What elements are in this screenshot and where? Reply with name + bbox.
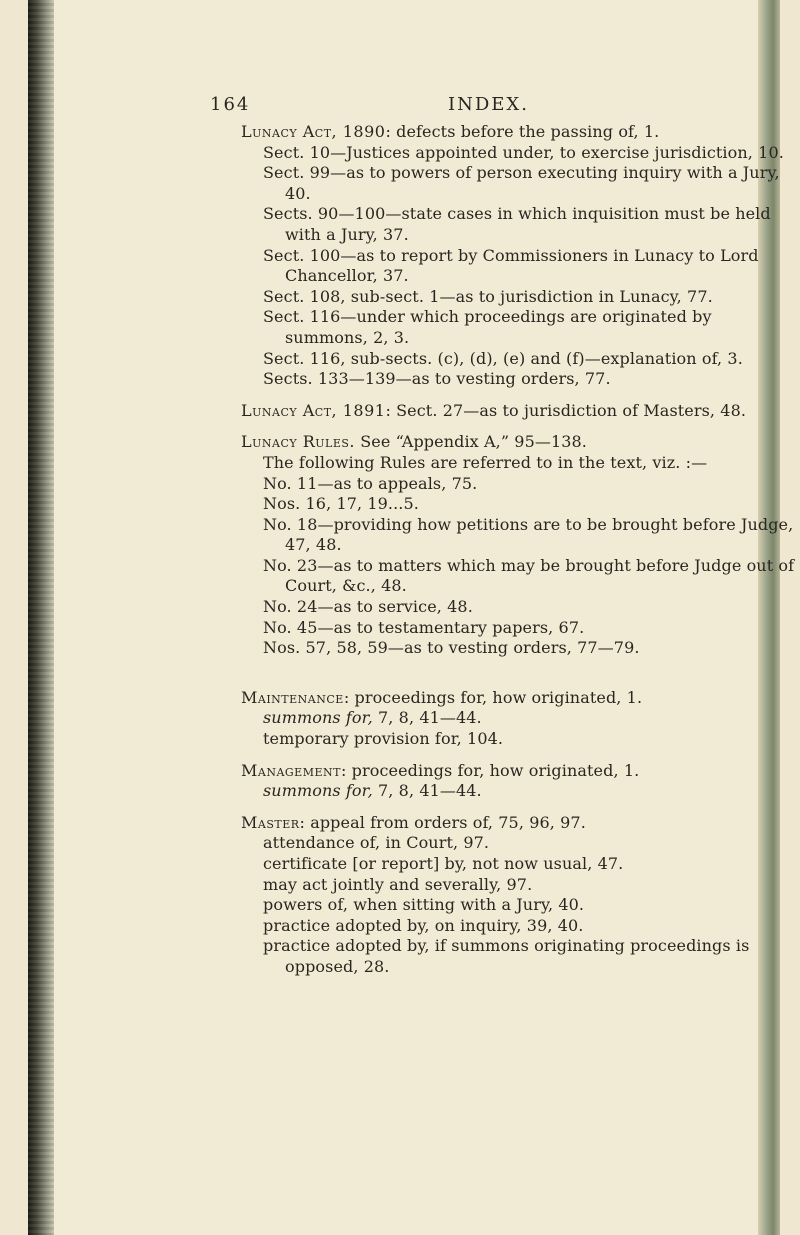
sub-entry: Nos. 16, 17, 19...5. <box>263 494 419 514</box>
entry-heading-line <box>241 688 796 709</box>
sub-entry: may act jointly and severally, 97. <box>263 874 533 894</box>
running-head: INDEX. <box>448 94 529 115</box>
entry-heading: Lunacy Act, 1890 <box>241 122 386 141</box>
index-entry-lunacy-rules <box>241 432 796 659</box>
sub-entry: No. 24—as to service, 48. <box>263 597 473 617</box>
index-entry-lunacy-act-1891 <box>241 401 796 422</box>
sub-entry: attendance of, in Court, 97. <box>263 833 490 853</box>
entry-heading-line <box>241 122 796 143</box>
sub-entry: Sect. 100—as to report by Commissioners in Lunacy to Lord Chancellor, 37. <box>263 245 759 286</box>
sub-entry: Sect. 116, sub-sects. (c), (d), (e) and (f)—explanation of, 3. <box>263 348 743 368</box>
page-header <box>210 94 630 118</box>
index-entry-lunacy-act-1890 <box>241 122 796 390</box>
sub-entry: No. 18—providing how petitions are to be brought before Judge, 47, 48. <box>263 514 794 555</box>
sub-entry: Sect. 108, sub-sect. 1—as to jurisdiction in Lunacy, 77. <box>263 286 713 306</box>
index-content <box>241 122 796 978</box>
sub-entry-italic: summons for, <box>263 708 373 728</box>
sub-entry: Sect. 10—Justices appointed under, to exercise jurisdiction, 10. <box>263 142 784 162</box>
entry-heading-line <box>241 761 796 782</box>
sub-entry <box>241 781 796 802</box>
entry-text: : proceedings for, how originated, 1. <box>343 687 643 707</box>
entry-heading-line <box>241 813 796 834</box>
sub-entry: Nos. 57, 58, 59—as to vesting orders, 77—79. <box>263 638 640 658</box>
sub-entry: No. 11—as to appeals, 75. <box>263 473 478 493</box>
book-page <box>28 0 795 1235</box>
entry-text: : Sect. 27—as to jurisdiction of Masters, 48. <box>385 400 747 420</box>
sub-entry: powers of, when sitting with a Jury, 40. <box>263 895 585 915</box>
sub-entry: Sect. 99—as to powers of person executing inquiry with a Jury, 40. <box>263 163 780 203</box>
sub-entry: Sects. 133—139—as to vesting orders, 77. <box>263 369 611 389</box>
index-entry-maintenance <box>241 688 796 750</box>
sub-entry: No. 23—as to matters which may be brought before Judge out of Court, &c., 48. <box>263 555 795 596</box>
entry-heading: Lunacy Rules. <box>241 432 356 452</box>
page-number: 164 <box>210 94 251 115</box>
sub-entry: certificate [or report] by, not now usual, 47. <box>263 854 624 873</box>
sub-entry <box>241 708 796 729</box>
entry-text: : appeal from orders of, 75, 96, 97. <box>299 812 586 832</box>
sub-entry-italic: summons for, <box>263 781 373 801</box>
index-entry-management <box>241 761 796 802</box>
entry-heading: Master <box>241 812 300 832</box>
sub-entry: Sect. 116—under which proceedings are originated by summons, 2, 3. <box>263 307 712 347</box>
entry-heading-line <box>241 432 796 453</box>
entry-heading: Maintenance <box>241 687 344 707</box>
index-entry-master <box>241 813 796 978</box>
sub-entry-text: 7, 8, 41—44. <box>372 708 482 728</box>
entry-heading: Lunacy Act, 1891 <box>241 400 386 420</box>
sub-entry: practice adopted by, on inquiry, 39, 40. <box>263 915 584 935</box>
entry-text: : defects before the passing of, 1. <box>385 122 660 141</box>
book-binding <box>28 0 54 1235</box>
entry-intro: The following Rules are referred to in the text, viz. :— <box>263 452 708 472</box>
sub-entry: temporary provision for, 104. <box>263 729 504 749</box>
sub-entry: No. 45—as to testamentary papers, 67. <box>263 617 585 637</box>
entry-text: See “Appendix A,” 95—138. <box>355 432 587 452</box>
sub-entry: practice adopted by, if summons originating proceedings is opposed, 28. <box>263 936 750 976</box>
sub-entry: Sects. 90—100—state cases in which inquisition must be held with a Jury, 37. <box>263 204 771 244</box>
sub-entry-text: 7, 8, 41—44. <box>372 781 482 801</box>
entry-text: : proceedings for, how originated, 1. <box>340 760 640 780</box>
entry-heading-line <box>241 401 796 422</box>
entry-heading: Management <box>241 760 341 780</box>
